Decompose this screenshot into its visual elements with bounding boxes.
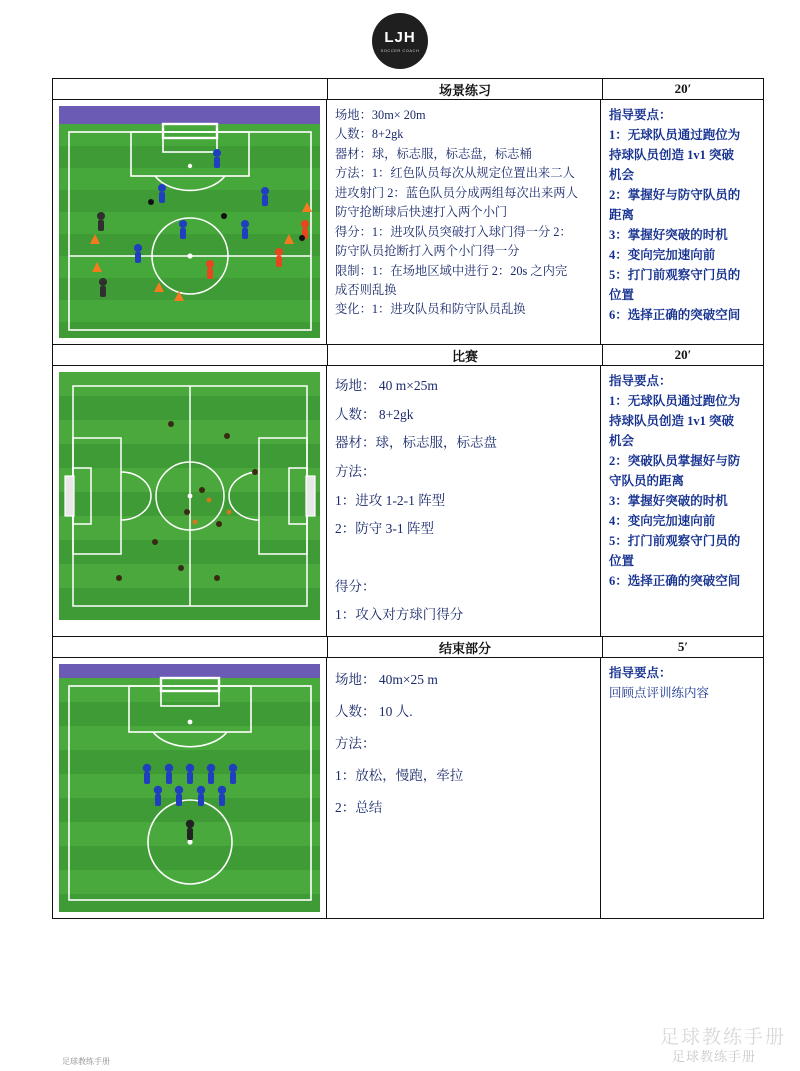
coaching-line: 1：无球队员通过跑位为 xyxy=(609,394,741,408)
coaching-line: 守队员的距离 xyxy=(609,474,685,488)
header-spacer-2 xyxy=(53,345,328,365)
info-line: 方法：1：红色队员每次从规定位置出来二人 xyxy=(335,166,575,181)
section-row-2 xyxy=(53,366,763,637)
coaching-line: 持球队员创造 1v1 突破 xyxy=(609,414,735,428)
info-line: 1：攻入对方球门得分 xyxy=(335,607,464,623)
coaching-title: 指导要点： xyxy=(609,666,672,681)
coaching-line: 3：掌握好突破的时机 xyxy=(609,228,728,242)
pitch-diagram-3 xyxy=(53,658,327,918)
section-info-3 xyxy=(327,658,601,918)
section-row-3 xyxy=(53,658,763,918)
coaching-line: 回顾点评训练内容 xyxy=(609,686,710,701)
info-line xyxy=(335,544,592,572)
info-line: 器材：球，标志服，标志盘，标志桶 xyxy=(335,146,532,161)
info-line: 方法： xyxy=(335,464,376,480)
coaching-line: 距离 xyxy=(609,208,635,222)
footer-note: 足球教练手册 xyxy=(62,1057,110,1066)
info-line: 成否则乱换 xyxy=(335,282,397,297)
info-line: 2：防守 3-1 阵型 xyxy=(335,521,434,537)
coaching-line: 3：掌握好突破的时机 xyxy=(609,494,728,508)
coaching-line: 5：打门前观察守门员的 xyxy=(609,534,741,548)
info-line: 进攻射门 2：蓝色队员分成两组每次出来两人 xyxy=(335,185,578,200)
logo-container xyxy=(0,12,800,70)
info-line: 防守抢断球后快速打入两个小门 xyxy=(335,205,508,220)
info-line: 限制：1：在场地区域中进行 2：20s 之内完 xyxy=(335,263,568,278)
pitch-svg-2 xyxy=(59,372,320,620)
info-line: 方法： xyxy=(335,736,376,752)
section-title-3: 结束部分 xyxy=(328,637,603,657)
header-spacer-3 xyxy=(53,637,328,657)
brand-logo xyxy=(372,13,428,69)
pitch-svg-1 xyxy=(59,106,320,338)
coaching-title: 指导要点： xyxy=(609,108,672,122)
coaching-line: 4：变向完加速向前 xyxy=(609,248,716,262)
info-line: 2：总结 xyxy=(335,800,383,816)
info-line: 人数：8+2gk xyxy=(335,127,404,142)
watermark-subtext: 足球教练手册 xyxy=(671,1049,756,1064)
info-line: 得分： xyxy=(335,578,376,594)
info-line: 器材：球，标志服，标志盘 xyxy=(335,435,497,451)
coaching-line: 6：选择正确的突破空间 xyxy=(609,308,741,322)
section-row-1 xyxy=(53,100,763,345)
pitch-svg-3 xyxy=(59,664,320,912)
coaching-line: 机会 xyxy=(609,168,635,182)
info-line: 1：进攻 1-2-1 阵型 xyxy=(335,492,446,508)
logo-subtitle: SOCCER COACH xyxy=(380,47,420,53)
section-duration-3: 5′ xyxy=(677,639,689,655)
section-coaching-points-3 xyxy=(601,658,763,918)
section-header-2 xyxy=(53,345,763,366)
info-line: 得分：1：进攻队员突破打入球门得一分 2： xyxy=(335,224,572,239)
pitch-diagram-1 xyxy=(53,100,327,344)
section-coaching-points-1 xyxy=(601,100,763,344)
coaching-line: 位置 xyxy=(609,554,635,568)
coaching-line: 2：掌握好与防守队员的 xyxy=(609,188,741,202)
coaching-line: 2：突破队员掌握好与防 xyxy=(609,454,741,468)
coaching-line: 位置 xyxy=(609,288,635,302)
info-line: 人数： 10 人. xyxy=(335,704,413,720)
info-line: 1：放松，慢跑，牵拉 xyxy=(335,768,464,784)
coaching-line: 持球队员创造 1v1 突破 xyxy=(609,148,735,162)
section-duration-1: 20′ xyxy=(674,81,692,96)
section-coaching-points-2 xyxy=(601,366,763,636)
info-line: 变化：1：进攻队员和防守队员乱换 xyxy=(335,302,526,317)
section-title-1: 场景练习 xyxy=(328,79,603,99)
coaching-line: 6：选择正确的突破空间 xyxy=(609,574,741,588)
section-header-1 xyxy=(53,79,763,100)
info-line: 人数： 8+2gk xyxy=(335,406,414,422)
watermark-text: 足球教练手册 xyxy=(659,1027,786,1048)
section-duration-2: 20′ xyxy=(674,347,692,362)
session-plan-table xyxy=(52,78,764,919)
logo-initials: LJH xyxy=(384,28,416,46)
coaching-title: 指导要点： xyxy=(609,374,672,388)
info-line: 防守队员抢断打入两个小门得一分 xyxy=(335,244,520,259)
section-title-2: 比赛 xyxy=(328,345,603,365)
info-line: 场地： 40 m×25m xyxy=(335,378,438,393)
pitch-diagram-2 xyxy=(53,366,327,636)
info-line: 场地： 40m×25 m xyxy=(335,672,438,688)
coaching-line: 1：无球队员通过跑位为 xyxy=(609,128,741,142)
coaching-line: 5：打门前观察守门员的 xyxy=(609,268,741,282)
info-line: 场地：30m× 20m xyxy=(335,108,426,122)
coaching-line: 机会 xyxy=(609,434,635,448)
coaching-line: 4：变向完加速向前 xyxy=(609,514,716,528)
section-info-1 xyxy=(327,100,601,344)
section-header-3 xyxy=(53,637,763,658)
header-spacer-1 xyxy=(53,79,328,99)
section-info-2 xyxy=(327,366,601,636)
